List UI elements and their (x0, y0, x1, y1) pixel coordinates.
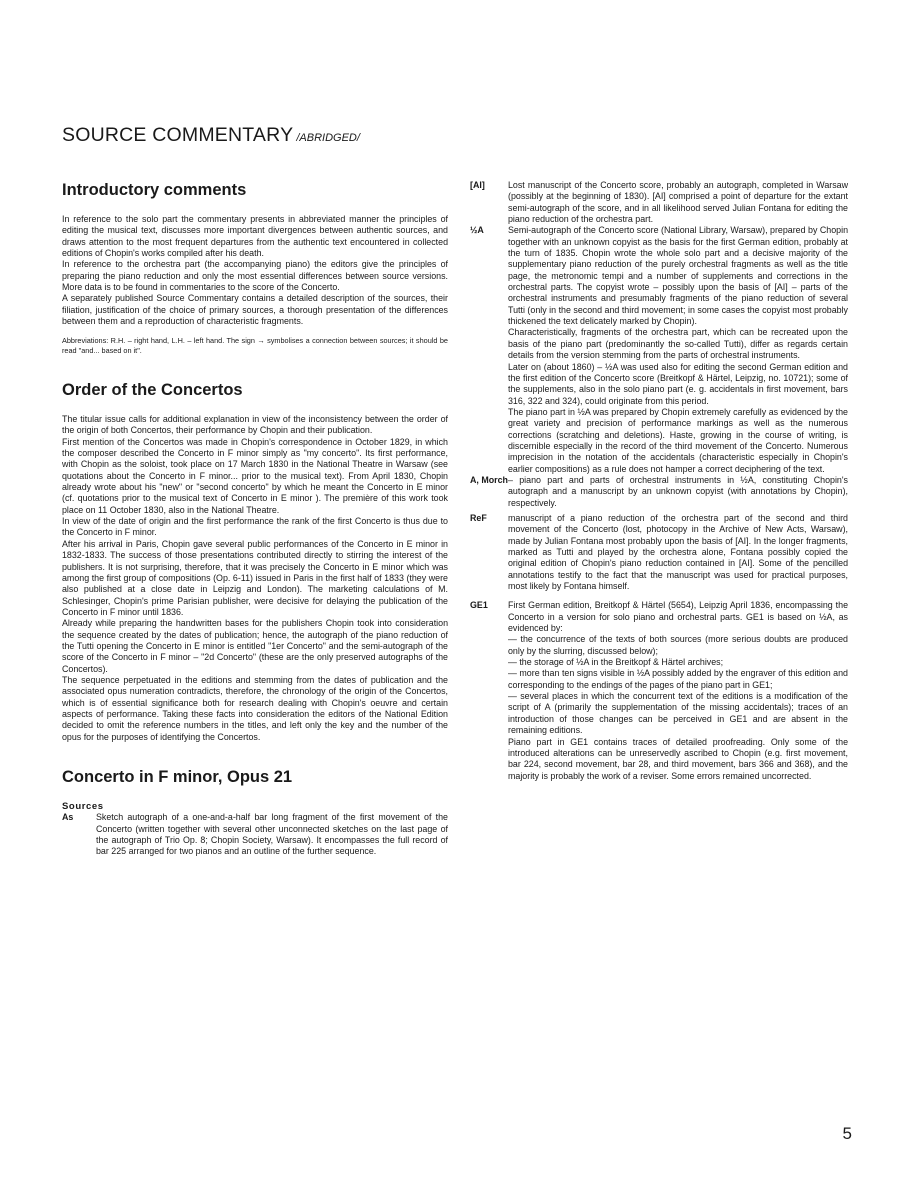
page-title (62, 124, 360, 147)
source-description: First German edition, Breitkopf & Härtel (5654), Leipzig April 1836, encompassing the Concerto in a version for solo piano and orchestral parts. GE1 is based on ½A, as evidenced by: (508, 600, 848, 634)
source-description: Sketch autograph of a one-and-a-half bar long fragment of the first movement of the Concerto (written together with several other unconnected sketches on the last page of the autograph of Trio Op. 8; Chopin Society, Warsaw). It encompasses the full record of bar 225 arranged for two pianos and an outline of the further sequence. (96, 812, 448, 857)
intro-paragraph-1: In reference to the solo part the commentary presents in abbreviated manner the principles of editing the musical text, discusses more important divergences between authentic sources, and draws attention to the most frequent departures from the authentic text encountered in collected editions of Chopin's works compiled after his death. (62, 214, 448, 259)
source-description: manuscript of a piano reduction of the orchestra part of the second and third movement of the Concerto (lost, photocopy in the Archive of New Acts, Warsaw), made by Julian Fontana most probably upon the basis of [AI]. In the longer fragments, marked as Tutti and played by the orchestra alone, Fontana possibly copied the original edition of Chopin's piano reduction contained in [AI]. Some of the pencilled annotations testify to the fact that the manuscript was used for practical purposes, most likely by Fontana himself. (508, 512, 848, 592)
list-item: — the concurrence of the texts of both sources (more serious doubts are produced only by the slurring, discussed below); (508, 634, 848, 656)
order-paragraph-3: In view of the date of origin and the first performance the rank of the first Concerto is thus due to the Concerto in F minor. (62, 516, 448, 538)
source-description: The piano part in ½A was prepared by Chopin extremely carefully as evidenced by the great variety and precision of performance markings as well as the numerous corrections (scratching and deletions). Haste, growing in the course of writing, is discernible especially in the record of the third movement of the Concerto. Numerous imprecision in the notation of the accidentals (characteristic especially in Chopin's earlier compositions) as a rule does not hamper a correct deciphering of the text. (508, 406, 848, 474)
source-sigil: ½A (470, 225, 484, 236)
right-column (470, 180, 848, 782)
source-entry-ai (470, 180, 848, 225)
source-entry-ref (470, 513, 848, 592)
source-sigil: [AI] (470, 180, 485, 190)
source-description: Piano part in GE1 contains traces of detailed proofreading. Only some of the introduced alterations can be unreservedly ascribed to Chopin (e.g. first movement, bar 224, second movement, bar 28, and third movement, bars 366 and 368), and the majority is probably the work of a reviser. Some errors remained uncorrected. (508, 736, 848, 781)
list-item: — several places in which the concurrent text of the editions is a modification of the script of A (primarily the supplementation of the missing accidentals); traces of an introduction of those changes can be perceived in GE1 and are absent in the remaining editions. (508, 691, 848, 736)
concerto-heading: Concerto in F minor, Opus 21 (62, 768, 293, 786)
abbreviations-note: Abbreviations: R.H. – right hand, L.H. – left hand. The sign → symbolises a connection between sources; it should be read "and... based on it". (62, 336, 448, 356)
source-description: Later on (about 1860) – ½A was used also for editing the second German edition and the first edition of the Concerto score (Breitkopf & Härtel, Leipzig, no. 10721); some of the supplements, also in the solo piano part (e. g. accidentals in first movement, bars 316, 322 and 324), could originate from this period. (508, 361, 848, 406)
source-entry-ka (470, 225, 848, 475)
left-column (62, 180, 448, 858)
order-paragraph-2: First mention of the Concertos was made in Chopin's correspondence in October 1829, in which the composer described the Concerto in F minor simply as "my concerto". Its first performance, with Chopin as the soloist, took place on 17 March 1830 in the National Theatre in Warsaw (see quotations about the Concerto in F minor... prior to the musical text). From April 1830, Chopin already wrote about his "new" or "second concerto" by which he meant the Concerto in E minor (cf. quotations prior to the musical text of Concerto in E minor ). The première of this work took place on 11 October 1830, also in the National Theatre. (62, 436, 448, 515)
list-item: — the storage of ½A in the Breitkopf & Härtel archives; (508, 657, 724, 668)
source-sigil: GE1 (470, 600, 488, 611)
source-description: Lost manuscript of the Concerto score, probably an autograph, completed in Warsaw (possibly at the beginning of 1830). [AI] comprised a point of departure for the extant semi-autograph of the score, and in all likelihood served Julian Fontana for editing the piano reduction of the orchestra part. (508, 180, 848, 225)
source-entry-ge1 (470, 600, 848, 782)
order-heading: Order of the Concertos (62, 381, 243, 400)
source-sigil: A, Morch (470, 474, 508, 485)
source-description: – piano part and parts of orchestral instruments in ½A, constituting Chopin's autograph and a manuscript by an unknown copyist (with annotations by Chopin), respectively. (508, 474, 848, 508)
source-description: Semi-autograph of the Concerto score (National Library, Warsaw), prepared by Chopin together with an unknown copyist as the basis for the first German edition, probably at the turn of 1835. Chopin wrote the whole solo part and a decisive majority of the supplementary piano reduction of the purely orchestral fragments as well as the title page, the metronomic tempi and a number of supplements and corrections in the orchestral parts. The copyist wrote – possibly upon the basis of [AI] – parts of the orchestral instruments and presumably fragments of the piano reduction of several Tutti (only in the second and third movement; in some cases the copyist most probably thickened the text delicately marked by Chopin). (508, 225, 848, 327)
intro-paragraph-3: A separately published Source Commentary contains a detailed description of the sources, their filiation, justification of the choice of primary sources, a thorough presentation of the differences between them and a reproduction of characteristic fragments. (62, 293, 448, 327)
list-item: — more than ten signs visible in ½A possibly added by the engraver of this edition and corresponding to the endings of the pages of the piano part in GE1; (508, 668, 848, 690)
source-description: Characteristically, fragments of the orchestra part, which can be recreated upon the basis of the piano part (predominantly the so-called Tutti), differ as regards certain details from the version stemming from the parts of orchestral instruments. (508, 327, 848, 361)
order-paragraph-4: After his arrival in Paris, Chopin gave several public performances of the Concerto in E minor in 1832-1833. The success of those presentations contributed directly to stirring the interest of the publishers. It is not surprising, therefore, that it was precisely the Concerto in E minor which was among the first group of compositions (Op. 6-11) issued in Paris in the first half of 1833 (they were also published at a close date in Leipzig and London). The marketing calculations of M. Schlesinger, Chopin's prime Parisian publisher, were decisive for delaying the publication of the Concerto in F minor until 1836. (62, 538, 448, 617)
page-number: 5 (842, 1124, 852, 1143)
sources-label: Sources (62, 801, 104, 812)
intro-heading: Introductory comments (62, 181, 247, 199)
source-entry-as (62, 812, 448, 857)
order-paragraph-1: The titular issue calls for additional explanation in view of the inconsistency between the order of the origin of both Concertos, their performance by Chopin and their publication. (62, 414, 448, 436)
source-sigil: ReF (470, 512, 487, 523)
source-sigil: As (62, 812, 74, 823)
order-paragraph-5: Already while preparing the handwritten bases for the publishers Chopin took into consideration the sequence created by the dates of publication; hence, the autograph of the piano reduction of the Tutti opening the Concerto in E minor is entitled "1er Concerto" and the semi-autograph of the score of the Concerto in F minor – "2d Concerto" (these are the only preserved autographs of the Concertos). (62, 618, 448, 674)
page-title-main: SOURCE COMMENTARY (62, 124, 294, 146)
source-entry-a-morch (470, 475, 848, 509)
page-title-suffix: /ABRIDGED/ (293, 132, 360, 144)
intro-paragraph-2: In reference to the orchestra part (the accompanying piano) the editors give the principles of preparing the piano reduction and only the most essential differences between source versions. More data is to be found in commentaries to the score of the Concerto. (62, 259, 448, 293)
order-paragraph-6: The sequence perpetuated in the editions and stemming from the dates of publication and the associated opus numeration contradicts, therefore, the chronology of the origin of the Concertos, which is of essential significance both for research dealing with Chopin's oeuvre and certain aspects of performance. Taking these facts into consideration the editors of the National Edition decided to omit the reference numbers in the titles, and left only the key and the number of the opus for the purposes of identifying the Concertos. (62, 674, 448, 742)
